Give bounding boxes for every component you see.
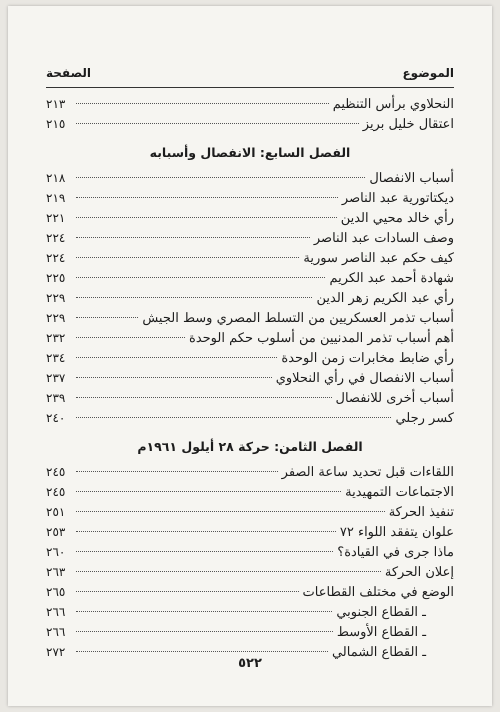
dot-leader <box>76 490 341 492</box>
toc-entry <box>46 462 454 482</box>
dot-leader <box>76 470 278 472</box>
toc-subentry <box>46 602 454 622</box>
dot-leader <box>76 396 332 398</box>
toc-header <box>46 66 454 84</box>
entry-title: أسباب الانفصال <box>369 171 454 186</box>
toc-entry <box>46 268 454 288</box>
dot-leader <box>76 336 185 338</box>
header-divider <box>46 87 454 88</box>
dot-leader <box>76 650 328 652</box>
entry-page-number: ٢٦٣ <box>46 565 66 579</box>
dot-leader <box>76 276 325 278</box>
entry-title: إعلان الحركة <box>384 565 454 580</box>
entry-page-number: ٢٣٢ <box>46 331 66 345</box>
entry-page-number: ٢٢١ <box>46 211 66 225</box>
entry-title: رأي ضابط مخابرات زمن الوحدة <box>281 351 454 366</box>
entry-title: كسر رجلي <box>395 411 454 426</box>
entry-title: اللقاءات قبل تحديد ساعة الصفر <box>281 465 454 480</box>
entry-page-number: ٢٥٣ <box>46 525 66 539</box>
entry-page-number: ٢٢٥ <box>46 271 66 285</box>
entry-title: رأي عبد الكريم زهر الدين <box>316 291 454 306</box>
dot-leader <box>76 610 332 612</box>
entry-title: الاجتماعات التمهيدية <box>345 485 454 500</box>
toc-entry <box>46 388 454 408</box>
toc-entry <box>46 248 454 268</box>
toc-entry <box>46 368 454 388</box>
entry-page-number: ٢٢٤ <box>46 251 66 265</box>
table-of-contents <box>46 94 454 662</box>
toc-entry <box>46 502 454 522</box>
entry-title: كيف حكم عبد الناصر سورية <box>303 251 454 266</box>
entry-page-number: ٢٣٤ <box>46 351 66 365</box>
dot-leader <box>76 196 338 198</box>
dot-leader <box>76 416 391 418</box>
dot-leader <box>76 356 277 358</box>
entry-title: أسباب أخرى للانفصال <box>335 391 454 406</box>
dot-leader <box>76 296 312 298</box>
toc-entry <box>46 582 454 602</box>
dot-leader <box>76 376 272 378</box>
dot-leader <box>76 590 299 592</box>
entry-title: تنفيذ الحركة <box>388 505 454 520</box>
toc-entry <box>46 188 454 208</box>
entry-page-number: ٢٥١ <box>46 505 66 519</box>
dot-leader <box>76 570 381 572</box>
toc-entry <box>46 328 454 348</box>
entry-page-number: ٢٧٢ <box>46 645 66 659</box>
dot-leader <box>76 510 385 512</box>
dot-leader <box>76 530 336 532</box>
toc-entry <box>46 562 454 582</box>
toc-subentry <box>46 622 454 642</box>
entry-title: النحلاوي برأس التنظيم <box>332 97 454 112</box>
entry-page-number: ٢١٥ <box>46 117 66 131</box>
dot-leader <box>76 176 365 178</box>
dot-leader <box>76 256 299 258</box>
toc-entry <box>46 348 454 368</box>
dot-leader <box>76 216 337 218</box>
entry-page-number: ٢٢٤ <box>46 231 66 245</box>
entry-title: ـ القطاع الشمالي <box>331 645 426 660</box>
entry-page-number: ٢٦٥ <box>46 585 66 599</box>
entry-title: أهم أسباب تذمر المدنيين من أسلوب حكم الوحدة <box>189 331 454 346</box>
entry-page-number: ٢١٨ <box>46 171 66 185</box>
entry-page-number: ٢١٣ <box>46 97 66 111</box>
entry-page-number: ٢٢٩ <box>46 291 66 305</box>
toc-entry <box>46 408 454 428</box>
entry-title: ماذا جرى في القيادة؟ <box>337 545 454 560</box>
toc-entry <box>46 522 454 542</box>
entry-title: ديكتاتورية عبد الناصر <box>341 191 454 206</box>
dot-leader <box>76 316 138 318</box>
entry-page-number: ٢٣٩ <box>46 391 66 405</box>
entry-title: علوان يتفقد اللواء ٧٢ <box>339 525 454 540</box>
toc-entry <box>46 168 454 188</box>
toc-entry <box>46 542 454 562</box>
dot-leader <box>76 630 333 632</box>
dot-leader <box>76 102 329 104</box>
entry-title: رأي خالد محيي الدين <box>340 211 454 226</box>
entry-page-number: ٢١٩ <box>46 191 66 205</box>
entry-page-number: ٢٢٩ <box>46 311 66 325</box>
chapter-7-heading: الفصل السابع: الانفصال وأسبابه <box>149 145 351 160</box>
entry-page-number: ٢٣٧ <box>46 371 66 385</box>
entry-title: أسباب الانفصال في رأي النحلاوي <box>275 371 454 386</box>
entry-title: ـ القطاع الأوسط <box>336 625 426 640</box>
entry-page-number: ٢٤٥ <box>46 465 66 479</box>
toc-entry <box>46 114 454 134</box>
toc-entry <box>46 208 454 228</box>
entry-page-number: ٢٦٦ <box>46 605 66 619</box>
entry-title: شهادة أحمد عبد الكريم <box>329 271 454 286</box>
toc-entry <box>46 288 454 308</box>
entry-title: ـ القطاع الجنوبي <box>336 605 426 620</box>
entry-page-number: ٢٤٥ <box>46 485 66 499</box>
toc-entry <box>46 482 454 502</box>
entry-title: وصف السادات عبد الناصر <box>313 231 454 246</box>
dot-leader <box>76 550 333 552</box>
toc-entry <box>46 228 454 248</box>
entry-page-number: ٢٤٠ <box>46 411 66 425</box>
page-footer-number: ٥٢٢ <box>238 656 262 671</box>
book-page <box>8 6 492 706</box>
entry-page-number: ٢٦٦ <box>46 625 66 639</box>
toc-entry <box>46 94 454 114</box>
entry-page-number: ٢٦٠ <box>46 545 66 559</box>
entry-title: اعتقال خليل بريز <box>362 117 454 132</box>
dot-leader <box>76 236 310 238</box>
entry-title: الوضع في مختلف القطاعات <box>302 585 454 600</box>
chapter-8-heading: الفصل الثامن: حركة ٢٨ أيلول ١٩٦١م <box>137 439 363 454</box>
toc-entry <box>46 308 454 328</box>
entry-title: أسباب تذمر العسكريين من التسلط المصري وسط الجيش <box>142 311 454 326</box>
dot-leader <box>76 122 359 124</box>
page-column-label: الصفحة <box>46 66 92 80</box>
topic-column-label: الموضوع <box>402 66 454 80</box>
